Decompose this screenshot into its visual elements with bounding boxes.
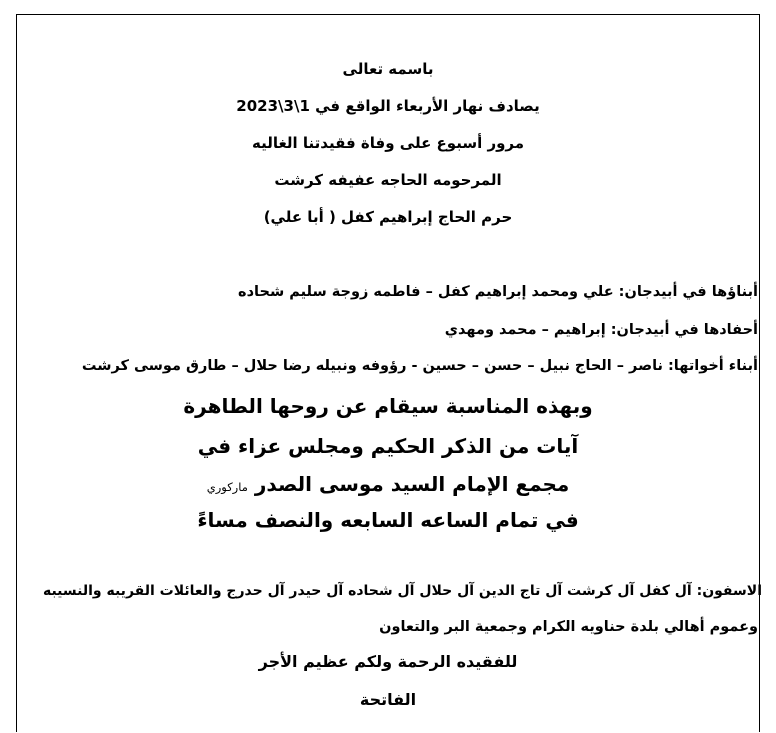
venue-name: مجمع الإمام السيد موسى الصدر — [254, 472, 570, 496]
family-grandsons: أحفادها في أبيدجان: إبراهيم – محمد ومهدي — [444, 322, 758, 338]
announcement-line-3 — [20, 472, 756, 496]
header-basmala: باسمه تعالى — [342, 60, 434, 78]
announcement-time: في تمام الساعه السابعه والنصف مساءً — [197, 508, 579, 532]
family-nephews: أبناء أخواتها: ناصر – الحاج نبيل – حسن – حسين - رؤوفه ونبيله رضا حلال – طارق موسى كرشت — [81, 358, 758, 374]
closing-fatiha: الفاتحة — [359, 690, 417, 709]
family-sons: أبناؤها في أبيدجان: علي ومحمد إبراهيم كفل – فاطمه زوجة سليم شحاده — [238, 284, 758, 300]
header-deceased-name: المرحومه الحاجه عفيفه كرشت — [274, 171, 502, 189]
announcement-line-1: وبهذه المناسبة سيقام عن روحها الطاهرة — [183, 394, 593, 418]
header-husband-line: حرم الحاج إبراهيم كفل ( أبا علي) — [263, 208, 513, 226]
closing-condolence: للفقيده الرحمة ولكم عظيم الأجر — [258, 652, 518, 671]
mourners-line-1: الاسفون: آل كفل آل كرشت آل تاج الدين آل حلال آل شحاده آل حيدر آل حدرج والعائلات القريبه والنسيبه — [42, 583, 762, 599]
header-date-line: يصادف نهار الأربعاء الواقع في 1\3\2023 — [236, 97, 540, 115]
header-week-line: مرور أسبوع على وفاة فقيدتنا الغاليه — [251, 134, 525, 152]
announcement-line-2: آيات من الذكر الحكيم ومجلس عزاء في — [197, 434, 579, 458]
mourners-line-2: وعموم أهالي بلدة حناويه الكرام وجمعية البر والتعاون — [379, 619, 758, 635]
venue-location: ماركوري — [206, 480, 248, 494]
